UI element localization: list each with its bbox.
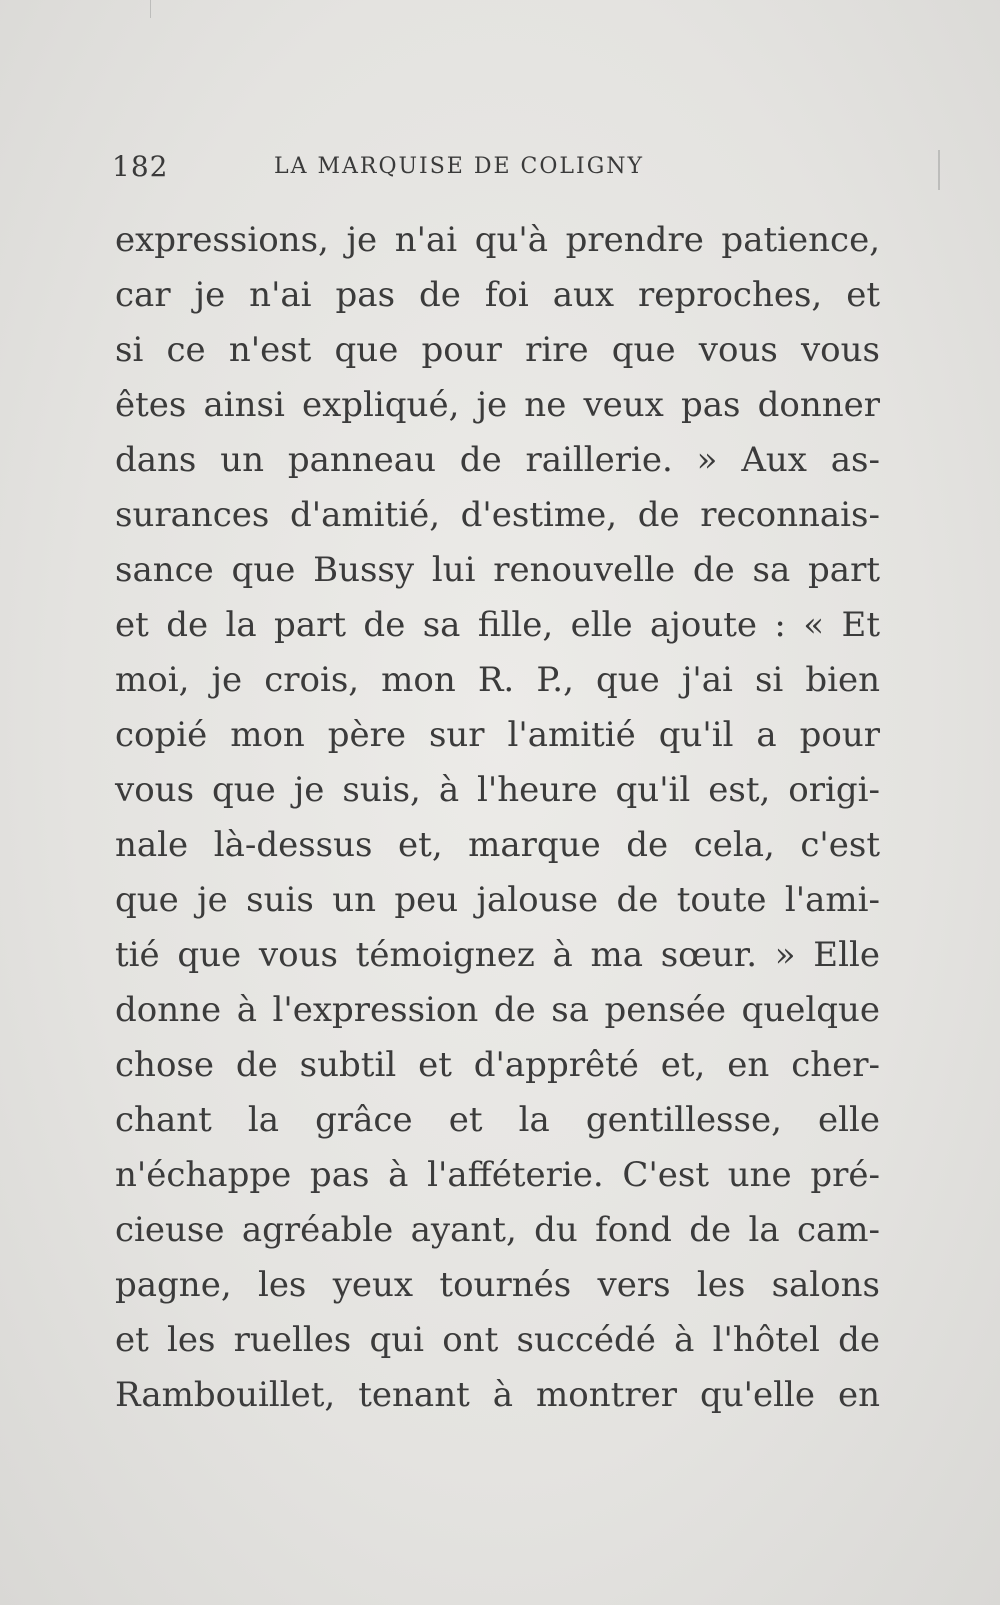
scan-mark-top [150, 0, 151, 18]
text-line: dans un panneau de raillerie. » Aux as- [115, 440, 880, 480]
running-title: LA MARQUISE DE COLIGNY [274, 154, 645, 179]
text-line: donne à l'expression de sa pensée quelque [115, 990, 880, 1030]
text-line: moi, je crois, mon R. P., que j'ai si bien [115, 660, 880, 700]
text-line: tié que vous témoignez à ma sœur. » Elle [115, 935, 880, 975]
page-number: 182 [112, 150, 169, 183]
text-line: pagne, les yeux tournés vers les salons [115, 1265, 880, 1305]
page-header [112, 150, 712, 190]
text-line: êtes ainsi expliqué, je ne veux pas donner [115, 385, 880, 425]
text-line: nale là-dessus et, marque de cela, c'est [115, 825, 880, 865]
scan-mark-right [938, 150, 940, 190]
text-line: copié mon père sur l'amitié qu'il a pour [115, 715, 880, 755]
text-line: n'échappe pas à l'afféterie. C'est une pré- [115, 1155, 880, 1195]
text-line: car je n'ai pas de foi aux reproches, et [115, 275, 880, 315]
text-line: cieuse agréable ayant, du fond de la cam- [115, 1210, 880, 1250]
text-line: Rambouillet, tenant à montrer qu'elle en [115, 1375, 880, 1415]
text-line: et de la part de sa fille, elle ajoute : « Et [115, 605, 880, 645]
text-line: chant la grâce et la gentillesse, elle [115, 1100, 880, 1140]
text-line: expressions, je n'ai qu'à prendre patience, [115, 220, 880, 260]
text-line: que je suis un peu jalouse de toute l'ami- [115, 880, 880, 920]
text-line: surances d'amitié, d'estime, de reconnais- [115, 495, 880, 535]
text-line: sance que Bussy lui renouvelle de sa part [115, 550, 880, 590]
text-line: chose de subtil et d'apprêté et, en cher- [115, 1045, 880, 1085]
text-line: si ce n'est que pour rire que vous vous [115, 330, 880, 370]
text-line: vous que je suis, à l'heure qu'il est, origi- [115, 770, 880, 810]
text-line: et les ruelles qui ont succédé à l'hôtel de [115, 1320, 880, 1360]
